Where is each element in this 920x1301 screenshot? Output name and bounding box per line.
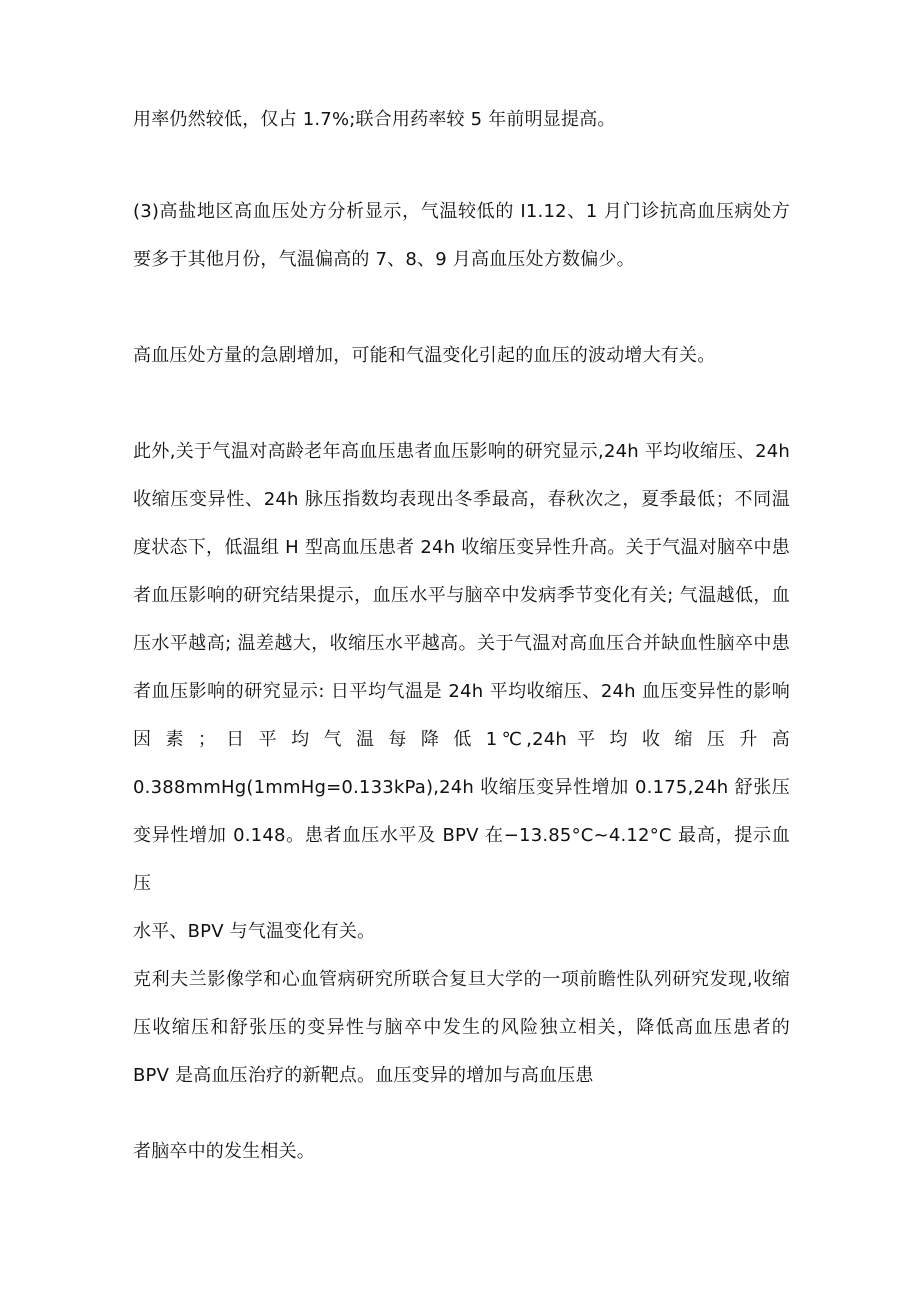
text-line: 用率仍然较低，仅占 1.7%;联合用药率较 5 年前明显提高。: [133, 109, 616, 130]
paragraph-2: [133, 188, 790, 284]
text-line: 压水平越高; 温差越大，收缩压水平越高。关于气温对高血压合并缺血性脑卒中患: [133, 633, 790, 654]
text-line: 变异性增加 0.148。患者血压水平及 BPV 在−13.85°C~4.12°C 最高，提示血压: [133, 825, 790, 894]
text-line: 者血压影响的研究显示: 日平均气温是 24h 平均收缩压、24h 血压变异性的影响: [133, 681, 790, 702]
text-line: 收缩压变异性、24h 脉压指数均表现出冬季最高，春秋次之，夏季最低；不同温: [133, 489, 790, 510]
paragraph-4: [133, 428, 790, 956]
text-line: (3)高盐地区高血压处方分析显示，气温较低的 I1.12、1 月门诊抗高血压病处方: [133, 201, 790, 222]
text-line: 压收缩压和舒张压的变异性与脑卒中发生的风险独立相关，降低高血压患者的: [133, 1017, 790, 1038]
text-line: 要多于其他月份，气温偏高的 7、8、9 月高血压处方数偏少。: [133, 249, 635, 270]
text-line: 者脑卒中的发生相关。: [133, 1141, 315, 1162]
text-line: 此外,关于气温对高龄老年高血压患者血压影响的研究显示,24h 平均收缩压、24h: [133, 441, 790, 462]
paragraph-1: [133, 96, 790, 144]
text-line: 0.388mmHg(1mmHg=0.133kPa),24h 收缩压变异性增加 0.175,24h 舒张压: [133, 777, 790, 798]
paragraph-5: [133, 956, 790, 1100]
text-line: 度状态下，低温组 H 型高血压患者 24h 收缩压变异性升高。关于气温对脑卒中患: [133, 537, 790, 558]
text-line: BPV 是高血压治疗的新靶点。血压变异的增加与高血压患: [133, 1065, 594, 1086]
text-line: 克利夫兰影像学和心血管病研究所联合复旦大学的一项前瞻性队列研究发现,收缩: [133, 969, 790, 990]
text-line: 因 素 ； 日 平 均 气 温 每 降 低 1℃,24h 平 均 收 缩 压 升 高: [133, 729, 790, 750]
paragraph-6: [133, 1128, 790, 1176]
text-line: 者血压影响的研究结果提示，血压水平与脑卒中发病季节变化有关; 气温越低，血: [133, 585, 790, 606]
text-line: 水平、BPV 与气温变化有关。: [133, 921, 376, 942]
paragraph-3: [133, 332, 790, 380]
text-line: 高血压处方量的急剧增加，可能和气温变化引起的血压的波动增大有关。: [133, 345, 716, 366]
